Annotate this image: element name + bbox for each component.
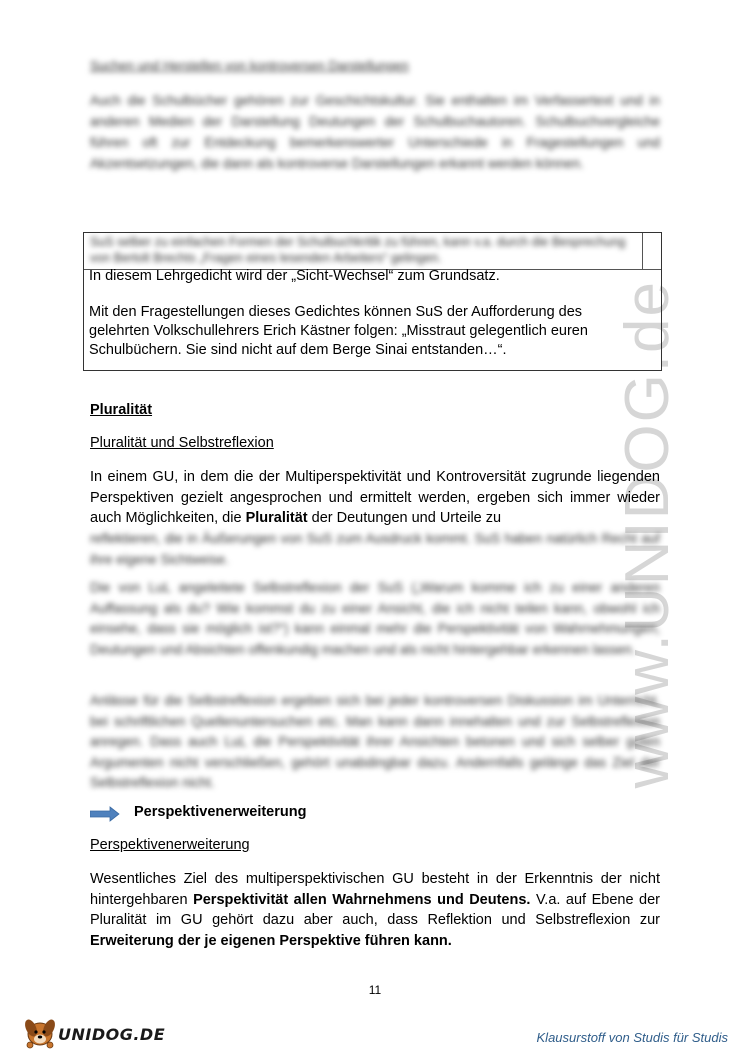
box-line-2a: Mit den Fragestellungen dieses Gedichtes können SuS der Aufforderung des (89, 304, 583, 320)
box-paragraph (89, 303, 588, 360)
p1-text-a: In einem GU, in dem die der Multiperspektivität und Kontroversität zugrunde liegenden Perspektiven gezielt angesprochen und ermittelt werden, ergeben sich immer wieder auch Möglichkeiten, die (90, 469, 660, 526)
box-line-2c: Schulbüchern. Sie sind nicht auf dem Berge Sinai entstanden…“. (89, 342, 507, 358)
pp-text-a: Wesentliches Ziel des multiperspektivischen GU besteht in der Erkenntnis der nicht hintergehbaren (90, 871, 660, 908)
subheading-pluralitaet: Pluralität und Selbstreflexion (90, 435, 274, 451)
pluralitaet-paragraph-3-blurred: Anlässe für die Selbstreflexion ergeben sich bei jeder kontroversen Diskussion im Unterricht, bei schriftlichen Quellenuntersuchen etc. Man kann dann innehalten und zur Selbstreflexion anregen. Dass auch LuL die Perspektivität ihrer Ansichten betonen und sich selber guten Argumenten nicht verschließen, gehört unabdingbar dazu. Andernfalls gelänge das Ziel der Selbstreflexion nicht. (90, 693, 660, 790)
footer-tagline: Klausurstoff von Studis für Studis (536, 1030, 728, 1045)
pluralitaet-paragraph-1-blurred: reflektieren, die in Äußerungen von SuS zum Ausdruck kommt. SuS haben natürlich Recht auf ihre eigene Sichtweise. (90, 531, 660, 567)
logo-text: UNIDOG.DE (58, 1025, 166, 1044)
blurred-paragraph: Auch die Schulbücher gehören zur Geschichtskultur. Sie enthalten im Verfassertext und in anderen Medien der Darstellung Deutungen der Schulbuchautoren. Schulbuchvergleiche führen oft zur Entdeckung bemerkenswerter Unterschiede in Fragestellungen und Akzentsetzungen, die dann als kontroverse Darstellungen erkannt werden können. (90, 93, 660, 171)
pluralitaet-paragraph-1 (90, 467, 660, 529)
perspektive-paragraph (90, 869, 660, 951)
box-line-2b: gelehrten Volkschullehrers Erich Kästner folgen: „Misstraut gelegentlich euren (89, 323, 588, 339)
box-side-cell (642, 233, 661, 269)
subheading-perspektive: Perspektivenerweiterung (90, 837, 250, 853)
page-number: 11 (368, 983, 382, 997)
box-blurred-line: SuS selber zu einfachen Formen der Schulbuchkritik zu führen, kann v.a. durch die Besprechung von Bertolt Brechts „Fragen eines lesenden Arbeiters“ gelingen. (90, 235, 626, 265)
blurred-heading: Suchen und Herstellen von kontroversen Darstellungen (90, 58, 409, 73)
pluralitaet-paragraph-2-blurred: Die von LuL angeleitete Selbstreflexion der SuS („Warum komme ich zu einer anderen Auffassung als du? Wie kommst du zu einer Ansicht, die ich nicht teilen kann, obwohl ich einsehe, dass sie möglich ist?“) kann einmal mehr die Perspektivität von Wahrnehmungen, Deutungen und Absichten offenkundig machen und als nicht hintergehbar erkennen lassen. (90, 580, 660, 657)
p1-bold: Pluralität (245, 510, 308, 526)
box-line-1: In diesem Lehrgedicht wird der „Sicht-Wechsel“ zum Grundsatz. (89, 268, 500, 284)
right-arrow-icon (90, 806, 120, 822)
unidog-logo (22, 1014, 166, 1050)
pp-text-b: V.a. auf Ebene der Pluralität im GU gehört dazu aber auch, dass Reflektion und Selbstreflexion zur (90, 891, 660, 928)
p1-text-b: der Deutungen und Urteile zu (307, 510, 502, 526)
pp-bold-1: Perspektivität allen Wahrnehmens und Deutens. (193, 891, 531, 908)
pp-bold-2: Erweiterung der je eigenen Perspektive führen kann. (90, 932, 452, 949)
watermark-text: www.UNIDOG.de (613, 280, 682, 789)
arrow-label: Perspektivenerweiterung (134, 804, 307, 820)
section-heading-pluralitaet: Pluralität (90, 402, 153, 418)
